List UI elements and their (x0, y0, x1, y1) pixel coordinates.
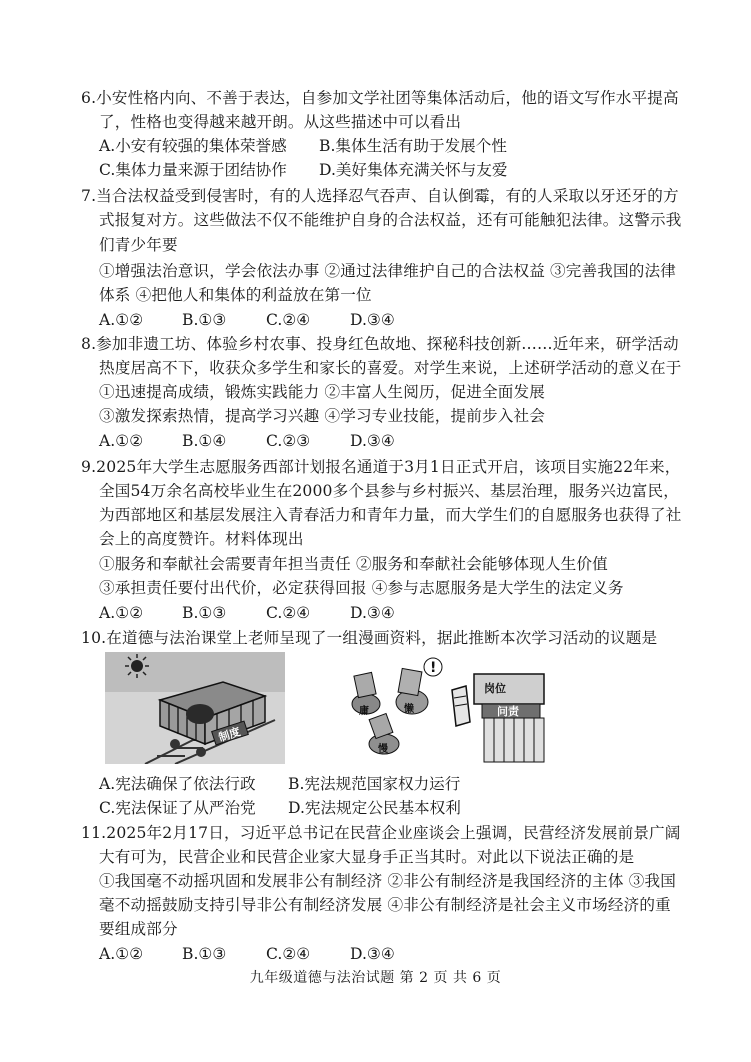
question-11-line-2: 大有可为，民营企业和民营企业家大显身手正当其时。对此以下说法正确的是 (99, 848, 635, 866)
question-6-option-d: D.美好集体充满关怀与友爱 (319, 161, 508, 179)
question-11-option-c: C.②④ (266, 945, 311, 963)
question-7-option-d: D.③④ (350, 311, 395, 329)
question-6-option-b: B.集体生活有助于发展个性 (319, 137, 507, 155)
question-8-line-2: 热度居高不下，收获众多学生和家长的喜爱。对学生来说，上述研学活动的意义在于 (99, 359, 682, 377)
question-11-line-3: ①我国毫不动摇巩固和发展非公有制经济 ②非公有制经济是我国经济的主体 ③我国 (99, 872, 676, 890)
question-6-option-c: C.集体力量来源于团结协作 (99, 161, 287, 179)
question-8-option-d: D.③④ (350, 432, 395, 450)
question-9-line-6: ③承担责任要付出代价，必定获得回报 ④参与志愿服务是大学生的法定义务 (99, 579, 624, 597)
question-10-line-1: 10.在道德与法治课堂上老师呈现了一组漫画资料，据此推断本次学习活动的议题是 (81, 629, 658, 647)
building-icon (474, 674, 544, 762)
question-10-option-b: B.宪法规范国家权力运行 (288, 775, 461, 793)
question-6-line-2: 了，性格也变得越来越开朗。从这些描述中可以看出 (99, 113, 462, 131)
page-footer: 九年级道德与法治试题 第 2 页 共 6 页 (249, 970, 502, 986)
question-7-line-5: 体系 ④把他人和集体的利益放在第一位 (99, 286, 372, 304)
question-8-line-1: 8.参加非遗工坊、体验乡村农事、投身红色故地、探秘科技创新……近年来，研学活动 (81, 335, 679, 353)
question-11-option-d: D.③④ (350, 945, 395, 963)
question-8-option-a: A.①② (99, 432, 144, 450)
question-9-line-3: 为西部地区和基层发展注入青春活力和青年力量，而大学生们的自愿服务也获得了社 (99, 506, 682, 524)
question-7-option-a: A.①② (99, 311, 144, 329)
question-11-line-5: 要组成部分 (99, 920, 178, 938)
question-8-line-3: ①迅速提高成绩，锻炼实践能力 ②丰富人生阅历，促进全面发展 (99, 383, 545, 401)
sun-icon (125, 654, 149, 678)
question-8-option-c: C.②③ (266, 432, 311, 450)
cage-label: 制度 (217, 725, 242, 745)
exclamation-mark: ! (430, 660, 437, 676)
question-9-option-d: D.③④ (350, 604, 395, 622)
question-7-line-3: 们青少年要 (99, 236, 178, 254)
cartoon-cage-system (105, 652, 285, 764)
question-9-line-1: 9.2025年大学生志愿服务西部计划报名通道于3月1日正式开启，该项目实施22年来， (81, 458, 681, 476)
question-9-option-b: B.①③ (182, 604, 227, 622)
sign-accountability: 问责 (497, 705, 519, 718)
cartoon-accountability (334, 652, 554, 764)
question-7-option-c: C.②④ (266, 311, 311, 329)
question-10-option-c: C.宪法保证了从严治党 (99, 799, 256, 817)
question-11-line-4: 毫不动摇鼓励支持引导非公有制经济发展 ④非公有制经济是社会主义市场经济的重 (99, 896, 671, 914)
sign-post: 岗位 (484, 682, 506, 695)
cartoon-accountability-drawing (334, 652, 554, 764)
question-8-line-4: ③激发探索热情，提高学习兴趣 ④学习专业技能，提前步入社会 (99, 407, 545, 425)
tag-man: 慢 (378, 744, 388, 755)
question-7-option-b: B.①③ (182, 311, 227, 329)
tag-lan: 懒 (404, 704, 414, 715)
question-10-option-a: A.宪法确保了依法行政 (99, 775, 256, 793)
question-7-line-4: ①增强法治意识，学会依法办事 ②通过法律维护自己的合法权益 ③完善我国的法律 (99, 262, 676, 280)
question-6-option-a: A.小安有较强的集体荣誉感 (99, 137, 287, 155)
question-9-option-c: C.②④ (266, 604, 311, 622)
stop-hand-icon (452, 686, 470, 726)
caged-figure (186, 704, 214, 724)
cartoon-cage-drawing (105, 652, 285, 764)
question-11-option-a: A.①② (99, 945, 144, 963)
question-7-line-2: 式报复对方。这些做法不仅不能维护自身的合法权益，还有可能触犯法律。这警示我 (99, 211, 682, 229)
question-9-line-2: 全国54万余名高校毕业生在2000多个县参与乡村振兴、基层治理，服务兴边富民， (99, 482, 679, 500)
question-11-option-b: B.①③ (182, 945, 227, 963)
question-9-line-5: ①服务和奉献社会需要青年担当责任 ②服务和奉献社会能够体现人生价值 (99, 555, 608, 573)
cartoon-sky (105, 652, 285, 692)
question-11-line-1: 11.2025年2月17日，习近平总书记在民营企业座谈会上强调，民营经济发展前景广阔 (81, 824, 681, 842)
question-7-line-1: 7.当合法权益受到侵害时，有的人选择忍气吞声、自认倒霉，有的人采取以牙还牙的方 (81, 187, 679, 205)
question-8-option-b: B.①④ (182, 432, 227, 450)
question-9-line-4: 会上的高度赞许。材料体现出 (99, 530, 304, 548)
question-6-line-1: 6.小安性格内向、不善于表达，自参加文学社团等集体活动后，他的语文写作水平提高 (81, 89, 679, 107)
tag-yong: 庸 (359, 706, 369, 717)
question-10-option-d: D.宪法规定公民基本权利 (288, 799, 461, 817)
question-9-option-a: A.①② (99, 604, 144, 622)
